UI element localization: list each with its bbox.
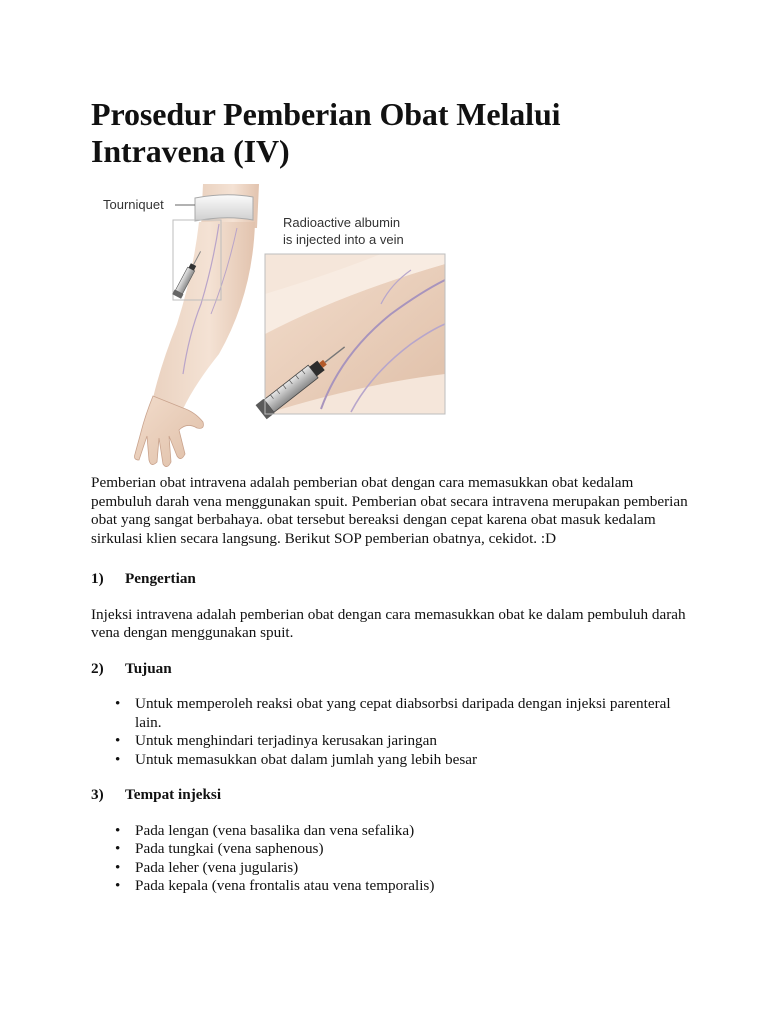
list-item: • Pada lengan (vena basalika dan vena sefalika) — [135, 822, 691, 841]
page-title: Prosedur Pemberian Obat Melalui Intravena (IV) — [91, 96, 561, 169]
tujuan-list — [91, 695, 691, 769]
list-item: • Untuk memasukkan obat dalam jumlah yang lebih besar — [135, 751, 691, 770]
list-item: • Pada kepala (vena frontalis atau vena temporalis) — [135, 877, 691, 896]
section-number: 3) — [91, 786, 104, 803]
section-heading-tempat-injeksi — [91, 786, 691, 805]
section-number: 2) — [91, 659, 104, 677]
section-heading-pengertian — [91, 570, 691, 589]
list-item: • Untuk menghindari terjadinya kerusakan jaringan — [135, 732, 691, 751]
label-tourniquet: Tourniquet — [103, 197, 164, 212]
pengertian-paragraph: Injeksi intravena adalah pemberian obat dengan cara memasukkan obat ke dalam pembuluh darah vena dengan menggunakan spuit. — [91, 605, 686, 641]
label-albumin-line1: Radioactive albumin — [283, 215, 401, 230]
list-item: • Pada leher (vena jugularis) — [135, 859, 691, 878]
tempat-injeksi-list — [91, 822, 691, 896]
section-number: 1) — [91, 570, 104, 587]
section-title: Tujuan — [125, 659, 172, 677]
intro-paragraph: Pemberian obat intravena adalah pemberian obat dengan cara memasukkan obat kedalam pembuluh darah vena menggunakan spuit. Pemberian obat secara intravena merupakan pemberian obat yang sangat berbahaya. obat tersebut bereaksi dengan cepat karena obat masuk kedalam sirkulasi klien secara langsung. Berikut SOP pemberian obatnya, cekidot. :D — [91, 474, 688, 547]
label-albumin-line2: is injected into a vein — [283, 232, 404, 247]
list-item: • Untuk memperoleh reaksi obat yang cepat diabsorbsi daripada dengan injeksi parenteral lain. — [135, 695, 691, 732]
section-title: Pengertian — [125, 570, 196, 587]
arm-injection-image — [91, 184, 691, 474]
iv-injection-illustration — [91, 184, 691, 474]
section-heading-tujuan — [91, 660, 691, 679]
list-item: • Pada tungkai (vena saphenous) — [135, 840, 691, 859]
document-page — [91, 96, 691, 896]
section-title: Tempat injeksi — [125, 786, 222, 803]
